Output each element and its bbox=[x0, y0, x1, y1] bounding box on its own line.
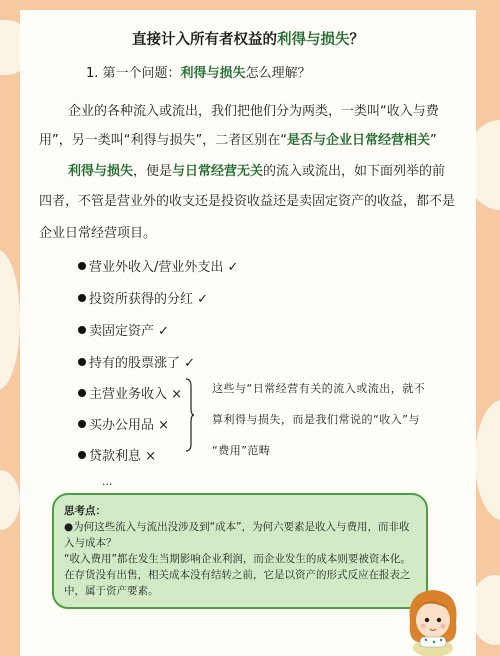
paragraph-line: 企业日常经营项目。 bbox=[39, 226, 157, 241]
think-line: 在存货没有出售，相关成本没有结转之前，它是以资产的形式反应在报表之 bbox=[64, 569, 411, 581]
question-1: 1. 第一个问题：利得与损失怎么理解？ bbox=[86, 66, 311, 81]
bullet-dot-icon bbox=[78, 358, 86, 366]
list-item: 营业外收入/营业外支出 ✓ bbox=[78, 256, 238, 275]
list-item: 主营业务收入 × bbox=[78, 383, 182, 402]
paragraph-line: 企业的各种流入或流出，我们把他们分为两类，一类叫“收入与费 bbox=[68, 104, 439, 119]
document-page bbox=[20, 10, 476, 656]
bullet-dot-icon bbox=[78, 326, 86, 334]
ellipsis: ... bbox=[102, 475, 113, 488]
thinking-point-box bbox=[52, 493, 428, 609]
brace-note-line: 算利得与损失，而是我们常说的“收入”与 bbox=[212, 413, 420, 426]
list-item: 买办公用品 × bbox=[78, 414, 169, 433]
bullet-dot-icon bbox=[78, 294, 86, 302]
bullet-dot-icon bbox=[78, 451, 86, 459]
decor-blob bbox=[475, 400, 500, 520]
decor-blob bbox=[0, 470, 20, 530]
think-heading: 思考点： bbox=[64, 505, 106, 517]
think-line: 入与成本？ bbox=[64, 537, 117, 549]
list-item: 卖固定资产 ✓ bbox=[78, 320, 169, 339]
brace-note-line: “费用”范畴 bbox=[212, 444, 271, 457]
list-item: 投资所获得的分红 ✓ bbox=[78, 288, 208, 307]
list-item: 持有的股票涨了 ✓ bbox=[78, 352, 195, 371]
think-line: “收入费用”都在发生当期影响企业利润，而企业发生的成本则要被资本化。 bbox=[64, 553, 411, 565]
brace-note-line: 这些与“日常经营有关的流入或流出，就不 bbox=[212, 382, 426, 395]
think-line: 中，属于资产要素。 bbox=[64, 585, 159, 597]
paragraph-line: 利得与损失，便是与日常经营无关的流入或流出，如下面列举的前 bbox=[68, 164, 446, 179]
brace-icon bbox=[184, 378, 194, 452]
bullet-dot-icon bbox=[78, 389, 86, 397]
paragraph-line: 用”，另一类叫“利得与损失”，二者区别在“是否与企业日常经营相关” bbox=[39, 133, 437, 148]
paragraph-line: 四者，不管是营业外的收支还是投资收益还是卖固定资产的收益，都不是 bbox=[39, 194, 456, 209]
bullet-dot-icon bbox=[78, 420, 86, 428]
page-title: 直接计入所有者权益的利得与损失？ bbox=[132, 32, 364, 48]
think-line: ●为何这些流入与流出没涉及到“成本”，为何六要素是收入与费用，而非收 bbox=[64, 521, 410, 533]
list-item: 贷款利息 × bbox=[78, 445, 156, 464]
decor-blob bbox=[0, 250, 20, 390]
bullet-dot-icon bbox=[78, 262, 86, 270]
cartoon-girl-icon bbox=[396, 582, 470, 656]
